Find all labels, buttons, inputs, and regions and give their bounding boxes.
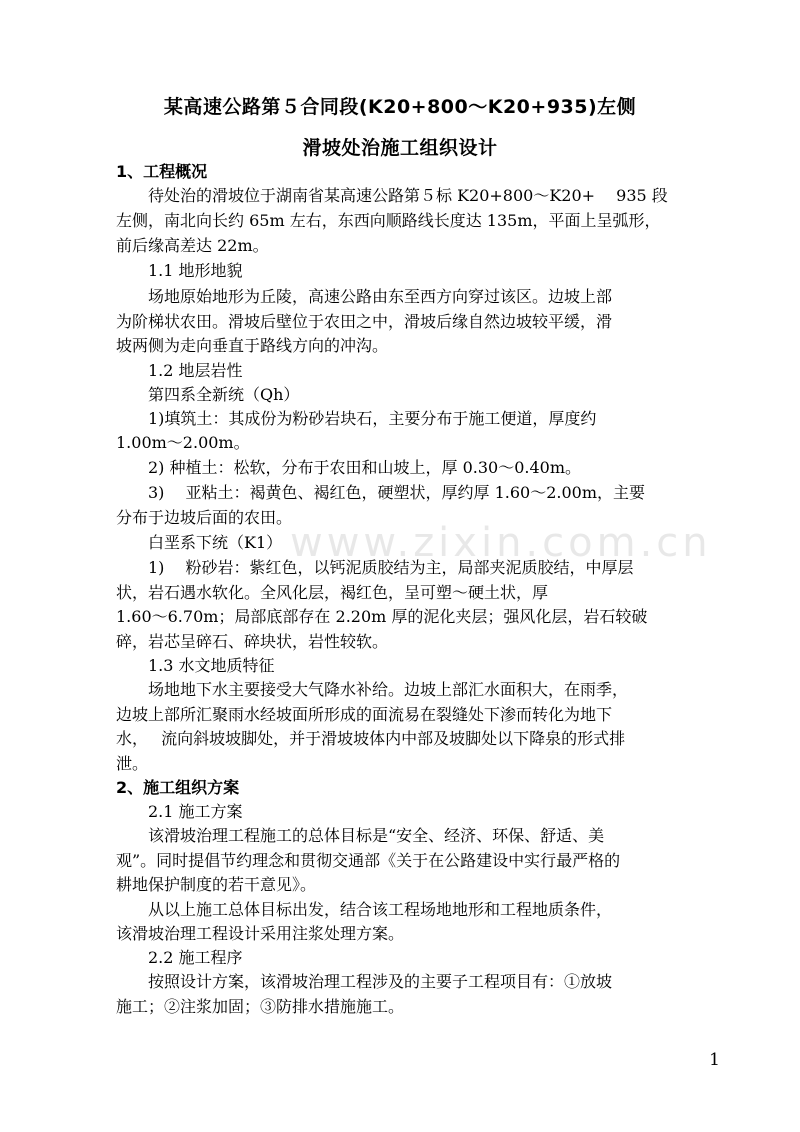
body-line: 分布于边坡后面的农田。 <box>116 508 293 527</box>
body-line: 第四系全新统（Qh） <box>148 385 300 404</box>
body-line: 待处治的滑坡位于湖南省某高速公路第５标 K20+800～K20+ 935 段 <box>148 186 668 205</box>
page-number: 1 <box>709 1050 720 1070</box>
body-line: 左侧，南北向长约 65m 左右，东西向顺路线长度达 135m，平面上呈弧形， <box>116 211 661 230</box>
body-line: 观”。同时提倡节约理念和贯彻交通部《关于在公路建设中实行最严格的 <box>116 851 621 870</box>
body-line: 状，岩石遇水软化。全风化层，褐红色，呈可塑～硬土状，厚 <box>116 583 549 602</box>
body-line: 1) 粉砂岩：紫红色，以钙泥质胶结为主，局部夹泥质胶结，中厚层 <box>148 558 634 577</box>
subsection-heading: 1.2 地层岩性 <box>148 361 243 380</box>
body-line: 水， 流向斜坡坡脚处，并于滑坡坡体内中部及坡脚处以下降泉的形式排 <box>116 729 626 748</box>
body-line: 场地原始地形为丘陵，高速公路由东至西方向穿过该区。边坡上部 <box>148 287 613 306</box>
watermark: www.zixin.com.cn <box>290 520 712 566</box>
body-line: 前后缘高差达 22m。 <box>116 236 269 255</box>
body-line: 3) 亚粘土：褐黄色、褐红色，硬塑状，厚约厚 1.60～2.00m，主要 <box>148 483 646 502</box>
body-line: 坡两侧为走向垂直于路线方向的冲沟。 <box>116 336 389 355</box>
subsection-heading: 1.1 地形地貌 <box>148 261 243 280</box>
body-line: 1.60～6.70m；局部底部存在 2.20m 厚的泥化夹层；强风化层，岩石较破 <box>116 607 648 626</box>
subsection-heading: 2.1 施工方案 <box>148 802 243 821</box>
section-heading-2: 2、施工组织方案 <box>116 778 240 797</box>
document-title-line2: 滑坡处治施工组织设计 <box>302 137 498 159</box>
body-line: 2) 种植土：松软，分布于农田和山坡上，厚 0.30～0.40m。 <box>148 458 582 477</box>
body-line: 碎，岩芯呈碎石、碎块状，岩性较软。 <box>116 632 389 651</box>
body-line: 耕地保护制度的若干意见》。 <box>116 875 317 894</box>
section-heading-1: 1、工程概况 <box>116 162 208 181</box>
body-line: 场地地下水主要接受大气降水补给。边坡上部汇水面积大，在雨季， <box>148 680 629 699</box>
body-line: 该滑坡治理工程设计采用注浆处理方案。 <box>116 924 405 943</box>
subsection-heading: 1.3 水文地质特征 <box>148 656 275 675</box>
subsection-heading: 2.2 施工程序 <box>148 948 243 967</box>
body-line: 1.00m～2.00m。 <box>116 433 250 452</box>
body-line: 1)填筑土：其成份为粉砂岩块石，主要分布于施工便道，厚度约 <box>148 409 597 428</box>
body-line: 为阶梯状农田。滑坡后壁位于农田之中，滑坡后缘自然边坡较平缓，滑 <box>116 312 613 331</box>
body-line: 边坡上部所汇聚雨水经坡面所形成的面流易在裂缝处下渗而转化为地下 <box>116 705 613 724</box>
body-line: 按照设计方案，该滑坡治理工程涉及的主要子工程项目有：①放坡 <box>148 972 613 991</box>
document-title-line1: 某高速公路第５合同段(K20+800～K20+935)左侧 <box>163 96 637 118</box>
body-line: 从以上施工总体目标出发，结合该工程场地地形和工程地质条件， <box>148 900 613 919</box>
body-line: 施工；②注浆加固；③防排水措施施工。 <box>116 997 405 1016</box>
body-line: 泄。 <box>116 754 149 773</box>
body-line: 该滑坡治理工程施工的总体目标是“安全、经济、环保、舒适、美 <box>148 826 605 845</box>
body-line: 白垩系下统（K1） <box>148 533 283 552</box>
